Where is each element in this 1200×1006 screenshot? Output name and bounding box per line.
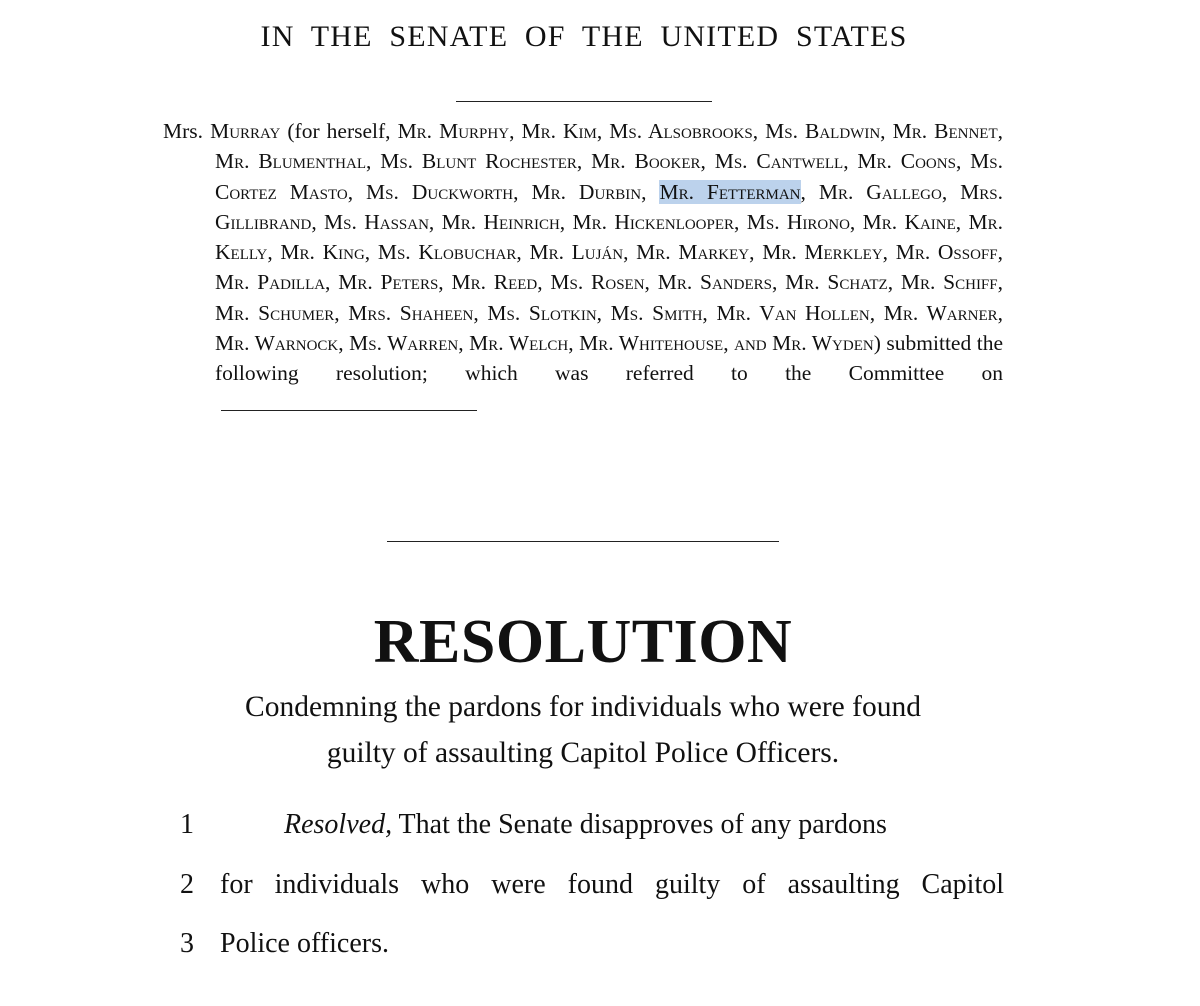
line-number: 3 [180,928,194,959]
document-title: RESOLUTION [373,608,793,676]
last-cosponsor-name: Wyden [811,331,874,356]
section-divider [387,541,779,542]
line-number: 1 [180,809,194,840]
sponsorship-paragraph [163,116,1003,419]
lead-sponsor-name: Murray [210,119,281,143]
line-text: for individuals who were found guilty of assaulting Capitol [220,869,1004,900]
document-subtitle [0,684,1166,776]
line-text [284,805,1004,845]
line-text: Police officers. [220,928,389,959]
cosponsor-list-part1: Mr. Murphy, Mr. Kim, Ms. Alsobrooks, Ms. Baldwin, Mr. Bennet, Mr. Blumenthal, Ms. Blunt Rochester, Mr. Booker, Ms. Cantwell, Mr. Coons, Ms. Cortez Masto, Ms. Duckworth, Mr. Durbin, [215,119,1003,204]
cosponsor-list-part2: , Mr. Gallego, Mrs. Gillibrand, Ms. Hassan, Mr. Heinrich, Mr. Hickenlooper, Ms. Hirono, Mr. Kaine, Mr. Kelly, Mr. King, Ms. Klobuchar, Mr. Luján, Mr. Markey, Mr. Merkley, Mr. Ossoff, Mr. Padilla, Mr. Peters, Mr. Reed, Ms. Rosen, Mr. Sanders, Mr. Schatz, Mr. Schiff, Mr. Schumer, Mrs. Shaheen, Ms. Slotkin, Ms. Smith, Mr. Van Hollen, Mr. Warner, Mr. Warnock, Ms. Warren, Mr. Welch, Mr. Whitehouse, and Mr. [215,179,1003,356]
referral-text: ) submitted the following resolution; which was referred to the Committee on [215,331,1003,386]
body-line-3 [0,924,1200,964]
line-text-rest: That the Senate disapproves of any pardons [392,809,887,840]
body-line-1 [0,805,1200,845]
lead-sponsor-prefix: Mrs. [163,119,211,143]
body-line-2 [0,865,1200,905]
sponsorship-intro: (for herself, [280,119,398,143]
chamber-header: IN THE SENATE OF THE UNITED STATES [260,20,908,53]
resolved-clause: Resolved, [284,809,393,840]
highlighted-cosponsor[interactable]: Mr. Fetterman [659,179,801,204]
header-divider [456,101,712,102]
subtitle-line-2: guilty of assaulting Capitol Police Officers. [326,737,840,769]
subtitle-line-1: Condemning the pardons for individuals who were found [245,691,921,723]
line-number: 2 [180,869,194,900]
committee-blank-line [221,392,477,411]
